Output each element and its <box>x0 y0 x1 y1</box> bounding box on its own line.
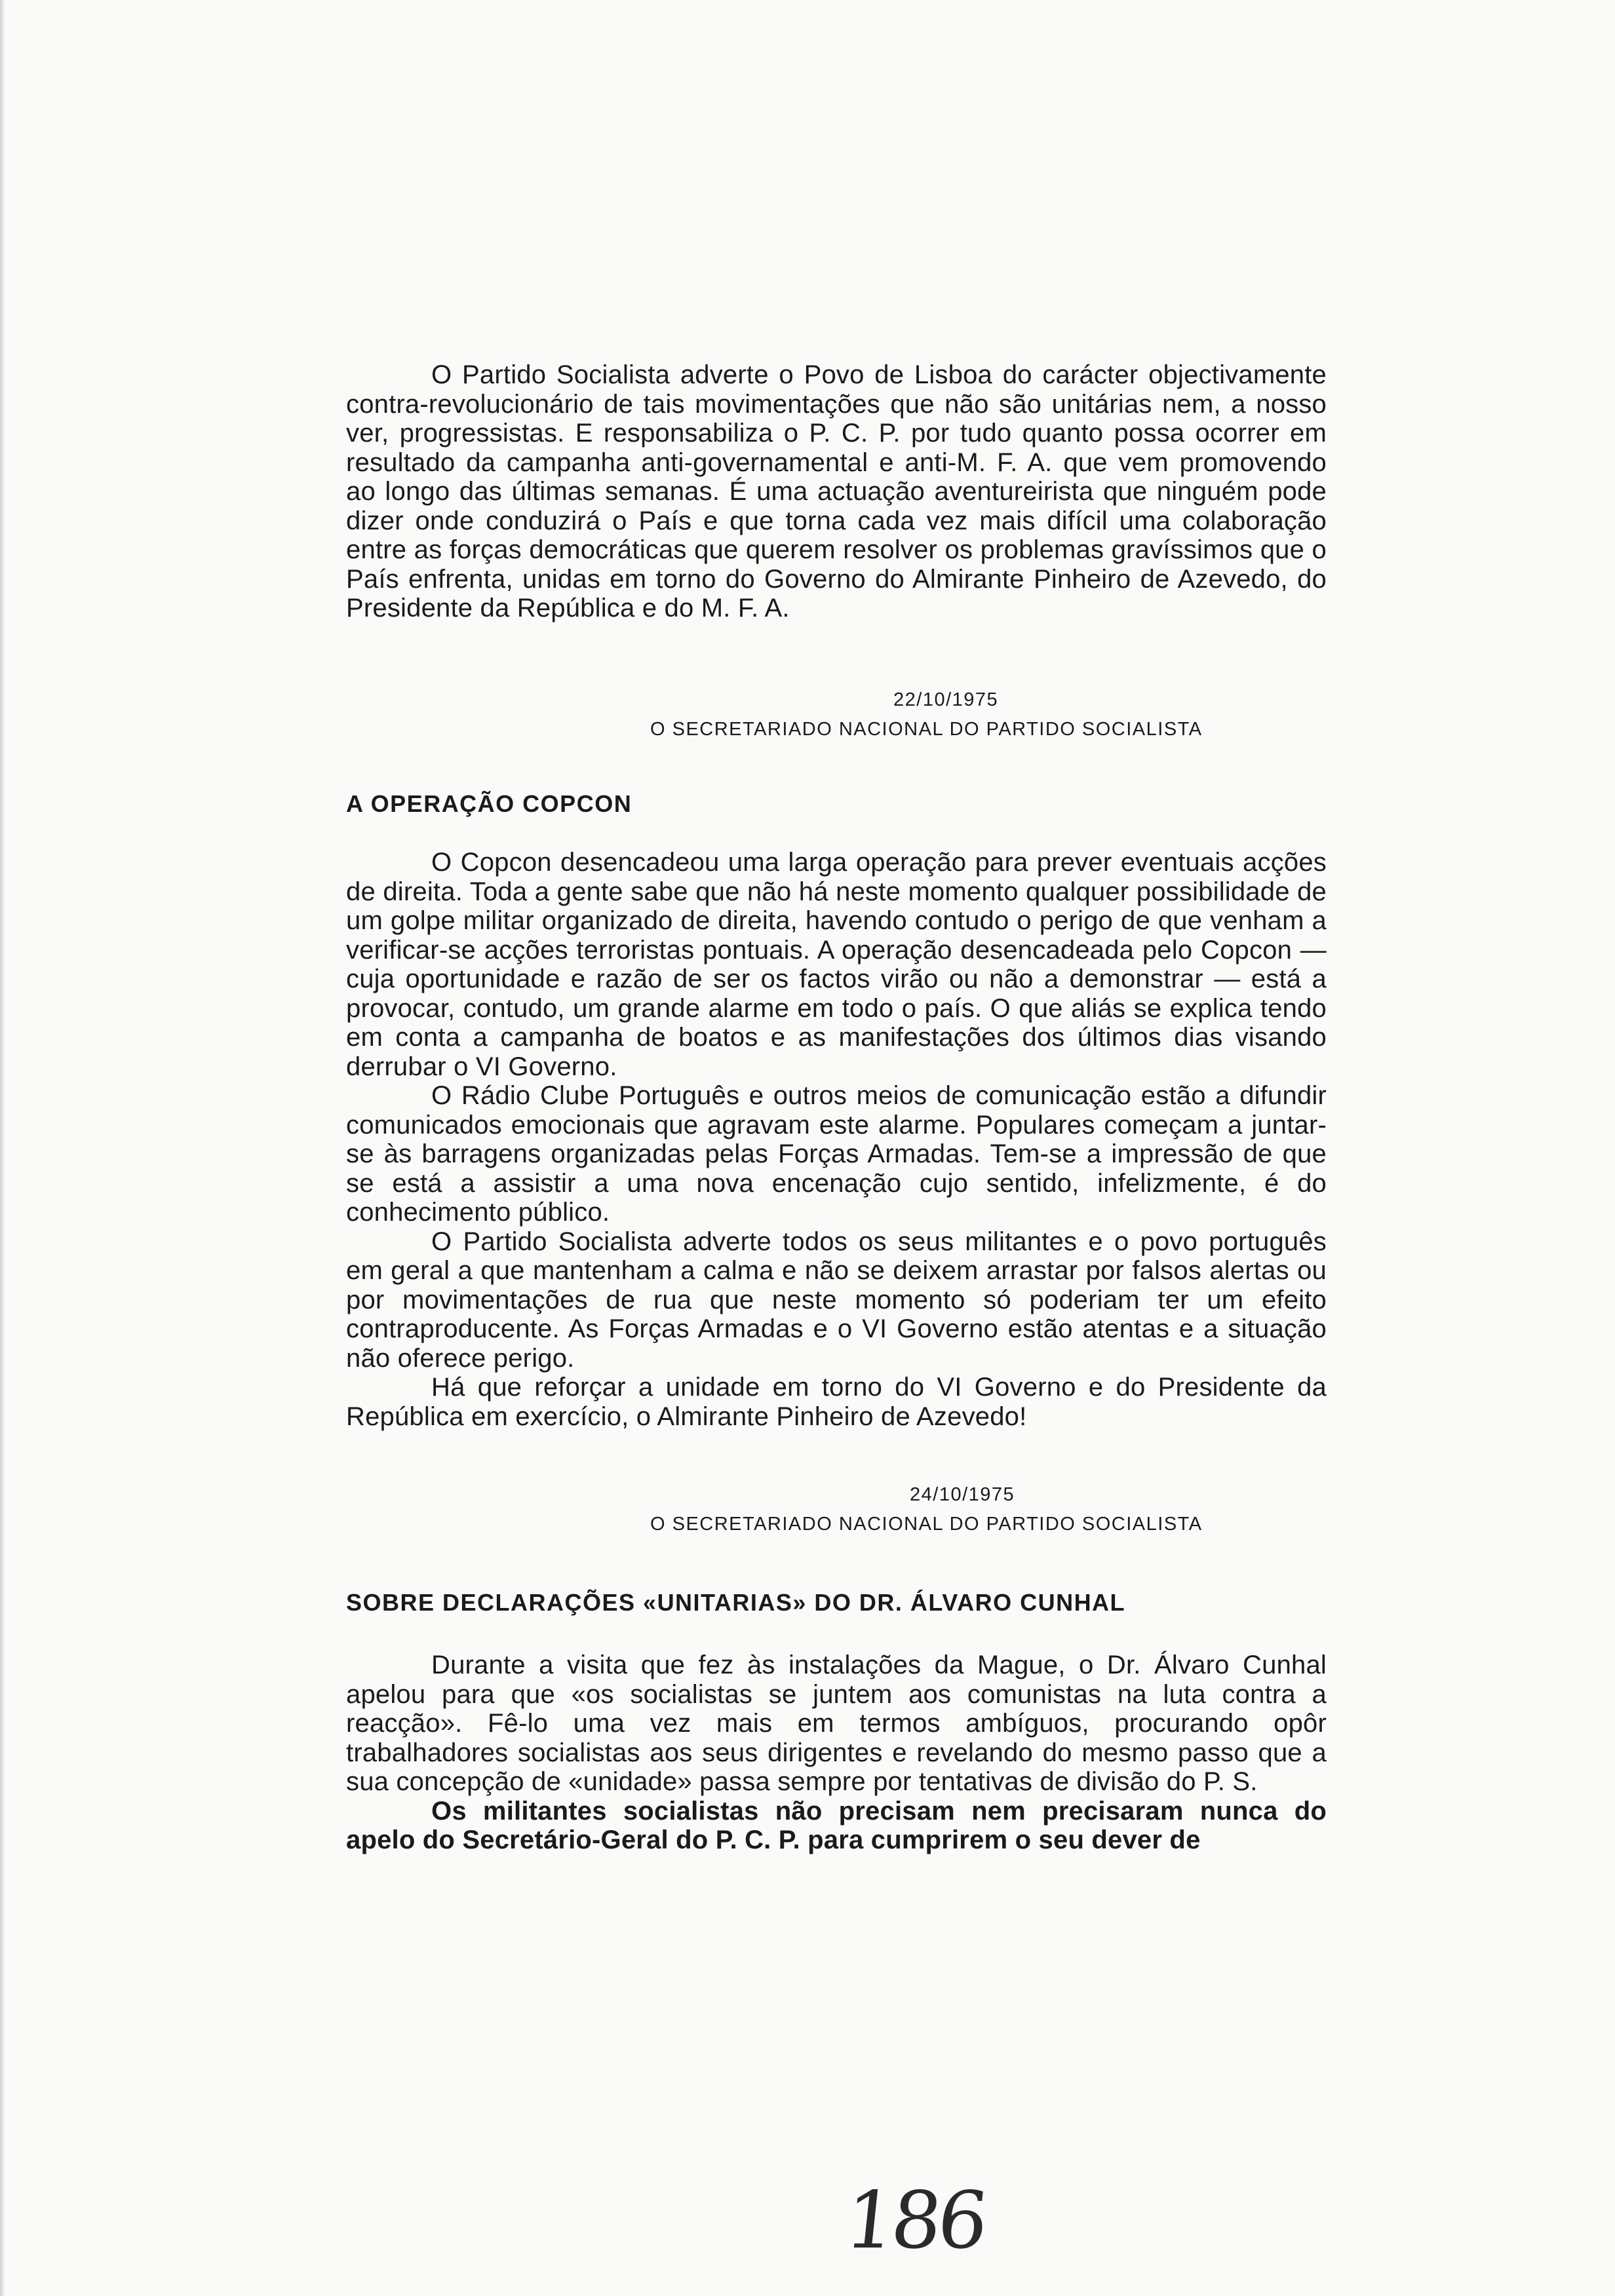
section3-title: SOBRE DECLARAÇÕES «UNITARIAS» DO DR. ÁLVARO CUNHAL <box>346 1589 1126 1616</box>
section1-paragraph: O Partido Socialista adverte o Povo de Lisboa do carácter objectivamente contra-revolucionário de tais movimentações que não são unitárias nem, a nosso ver, progressistas. E responsabiliza o P. C. P. por tudo quanto possa ocorrer em resultado da campanha anti-governamental e anti-M. F. A. que vem promovendo ao longo das últimas semanas. É uma actuação aventureirista que ninguém pode dizer onde conduzirá o País e que torna cada vez mais difícil uma colaboração entre as forças democráticas que querem resolver os problemas gravíssimos que o País enfrenta, unidas em torno do Governo do Almirante Pinheiro de Azevedo, do Presidente da República e do M. F. A. <box>346 360 1327 622</box>
section2-body <box>346 848 1327 1431</box>
section1-body <box>346 360 1327 623</box>
section2-paragraph-1: O Copcon desencadeou uma larga operação para prever eventuais acções de direita. Toda a gente sabe que não há neste momento qualquer possibilidade de um golpe militar organizado de direita, havendo contudo o perigo de que venham a verificar-se acções terroristas pontuais. A operação desencadeada pelo Copcon — cuja oportunidade e razão de ser os factos virão ou não a demonstrar — está a provocar, contudo, um grande alarme em todo o país. O que aliás se explica tendo em conta a campanha de boatos e as manifestações dos últimos dias visando derrubar o VI Governo. <box>346 848 1327 1081</box>
section1-date: 22/10/1975 <box>893 689 999 710</box>
handwritten-page-number: 186 <box>840 2175 989 2267</box>
section3-body <box>346 1651 1327 1855</box>
section2-title: A OPERAÇÃO COPCON <box>346 790 632 817</box>
scan-edge <box>0 0 5 2296</box>
section3-paragraph-1: Durante a visita que fez às instalações da Mague, o Dr. Álvaro Cunhal apelou para que «os socialistas se juntem aos comunistas na luta contra a reacção». Fê-lo uma vez mais em termos ambíguos, procurando opôr trabalhadores socialistas aos seus dirigentes e revelando do mesmo passo que a sua concepção de «unidade» passa sempre por tentativas de divisão do P. S. <box>346 1651 1327 1796</box>
section1-signature: O SECRETARIADO NACIONAL DO PARTIDO SOCIALISTA <box>650 719 1203 740</box>
section2-signature: O SECRETARIADO NACIONAL DO PARTIDO SOCIALISTA <box>650 1514 1203 1535</box>
section2-paragraph-3: O Partido Socialista adverte todos os seus militantes e o povo português em geral a que mantenham a calma e não se deixem arrastar por falsos alertas ou por movimentações de rua que neste momento só poderiam ter um efeito contraproducente. As Forças Armadas e o VI Governo estão atentas e a situação não oferece perigo. <box>346 1227 1327 1373</box>
section2-paragraph-4: Há que reforçar a unidade em torno do VI Governo e do Presidente da República em exercício, o Almirante Pinheiro de Azevedo! <box>346 1373 1327 1431</box>
section2-paragraph-2: O Rádio Clube Português e outros meios de comunicação estão a difundir comunicados emocionais que agravam este alarme. Populares começam a juntar-se às barragens organizadas pelas Forças Armadas. Tem-se a impressão de que se está a assistir a uma nova encenação cujo sentido, infelizmente, é do conhecimento público. <box>346 1081 1327 1227</box>
section2-date: 24/10/1975 <box>910 1484 1015 1505</box>
section3-paragraph-2: Os militantes socialistas não precisam nem precisaram nunca do apelo do Secretário-Geral do P. C. P. para cumprirem o seu dever de <box>346 1796 1327 1854</box>
